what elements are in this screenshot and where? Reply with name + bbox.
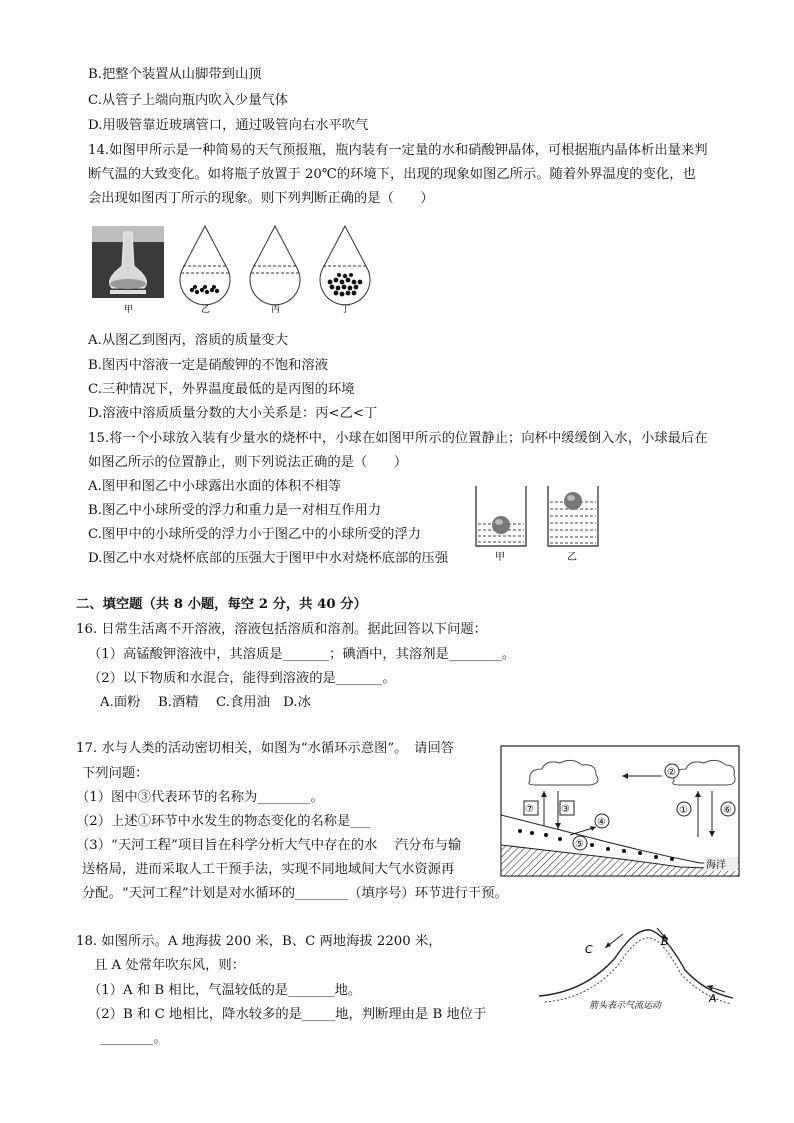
q15-stem-line1: 15.将一个小球放入装有少量水的烧杯中，小球在如图甲所示的位置静止；向杯中缓缓倒入水，小球最后在 [88, 431, 708, 446]
point-a-label: A [709, 992, 717, 1005]
label-3: ③ [561, 804, 570, 815]
mountain-figure [535, 918, 735, 1018]
fig-label-ding: 丁 [341, 305, 351, 315]
q13-option-d: D.用吸管靠近玻璃管口，通过吸管向右水平吹气 [88, 118, 369, 133]
q18-stem-line2: 且 A 处常年吹东风，则： [94, 958, 246, 973]
point-b-label: B [661, 935, 669, 948]
q17-part1: （1）图中③代表环节的名称为________。 [76, 790, 324, 805]
q17-part3-line2: 送格局，进而采取人工干预手法，实现不同地域间大气水资源再 [82, 862, 455, 877]
label-7: ⑦ [525, 804, 534, 815]
section-title-fill-blank: 二、填空题（共 8 小题，每空 2 分，共 40 分） [76, 597, 367, 612]
q14-option-c: C.三种情况下，外界温度最低的是丙图的环境 [88, 382, 355, 397]
q13-option-b: B.把整个装置从山脚带到山顶 [88, 67, 262, 82]
q14-stem-line1: 14.如图甲所示是一种简易的天气预报瓶，瓶内装有一定量的水和硝酸钾晶体，可根据瓶内晶体析出量来判 [88, 143, 708, 158]
label-6: ⑥ [723, 805, 732, 816]
q15-option-d: D.图乙中水对烧杯底部的压强大于图甲中水对烧杯底部的压强 [88, 551, 449, 566]
q15-figure [470, 480, 610, 566]
q15-stem-line2: 如图乙所示的位置静止，则下列说法正确的是（ ） [88, 455, 408, 470]
q17-stem-line1: 17. 水与人类的活动密切相关，如图为“水循环示意图”。 请回答 [76, 741, 455, 756]
q14-stem-line3: 会出现如图丙丁所示的现象。则下列判断正确的是（ ） [88, 191, 434, 206]
q16-options: A.面粉 B.酒精 C.食用油 D.冰 [100, 695, 311, 710]
q15-option-b: B.图乙中小球所受的浮力和重力是一对相互作用力 [88, 503, 382, 518]
sea-label: 海洋 [706, 860, 726, 871]
q18-stem-line1: 18. 如图所示。A 地海拔 200 米，B、C 两地海拔 2200 米， [76, 934, 442, 949]
fig-label-yi-15: 乙 [567, 552, 577, 563]
label-2: ② [667, 767, 676, 778]
airflow-caption: 箭头表示气流运动 [589, 1001, 662, 1011]
flask-ding [320, 226, 370, 305]
q17-part3-line1: （3）“天河工程”项目旨在科学分析大气中存在的水 汽分布与输 [76, 838, 462, 853]
q14-option-b: B.图丙中溶液一定是硝酸钾的不饱和溶液 [88, 358, 329, 373]
q17-part3-line3: 分配。“天河工程”计划是对水循环的________（填序号）环节进行干预。 [82, 886, 508, 901]
q14-stem-line2: 断气温的大致变化。如将瓶子放置于 20℃的环境下，出现的现象如图乙所示。随着外界温度的变化，也 [88, 167, 696, 182]
q14-option-a: A.从图乙到图丙，溶质的质量变大 [88, 333, 288, 348]
label-4: ④ [597, 817, 606, 828]
point-c-label: C [585, 943, 593, 956]
label-1: ① [679, 805, 688, 816]
q17-part2: （2）上述①环节中水发生的物态变化的名称是___ [76, 814, 371, 829]
q16-part2: （2）以下物质和水混合，能得到溶液的是_______。 [88, 671, 396, 686]
fig-label-jia: 甲 [124, 305, 134, 315]
fig-label-bing: 丙 [271, 305, 281, 315]
q16-part1: （1）高锰酸钾溶液中，其溶质是_______；碘酒中，其溶剂是________。 [88, 647, 516, 662]
weather-bottle-photo [92, 226, 164, 298]
fig-label-yi: 乙 [201, 305, 211, 315]
q16-stem: 16. 日常生活离不开溶液，溶液包括溶质和溶剂。据此回答以下问题： [76, 622, 487, 637]
beaker-yi [548, 486, 598, 546]
label-5: ⑤ [575, 839, 584, 850]
q14-option-d: D.溶液中溶质质量分数的大小关系是：丙<乙<丁 [88, 406, 378, 421]
water-cycle-figure [500, 745, 740, 877]
q18-part1: （1）A 和 B 相比，气温较低的是_______地。 [88, 983, 362, 998]
q14-figure [92, 222, 372, 318]
q17-stem-line2: 下列问题： [82, 766, 149, 781]
fig-label-jia-15: 甲 [495, 552, 505, 563]
q15-option-c: C.图甲中的小球所受的浮力小于图乙中的小球所受的浮力 [88, 527, 422, 542]
flask-yi [180, 226, 230, 305]
q18-part2-blank: ________。 [100, 1031, 167, 1046]
beaker-jia [476, 486, 526, 546]
flask-bing [250, 226, 300, 305]
q15-option-a: A.图甲和图乙中小球露出水面的体积不相等 [88, 479, 342, 494]
q13-option-c: C.从管子上端向瓶内吹入少量气体 [88, 93, 289, 108]
q18-part2: （2）B 和 C 地相比，降水较多的是_____地，判断理由是 B 地位于 [88, 1007, 487, 1022]
